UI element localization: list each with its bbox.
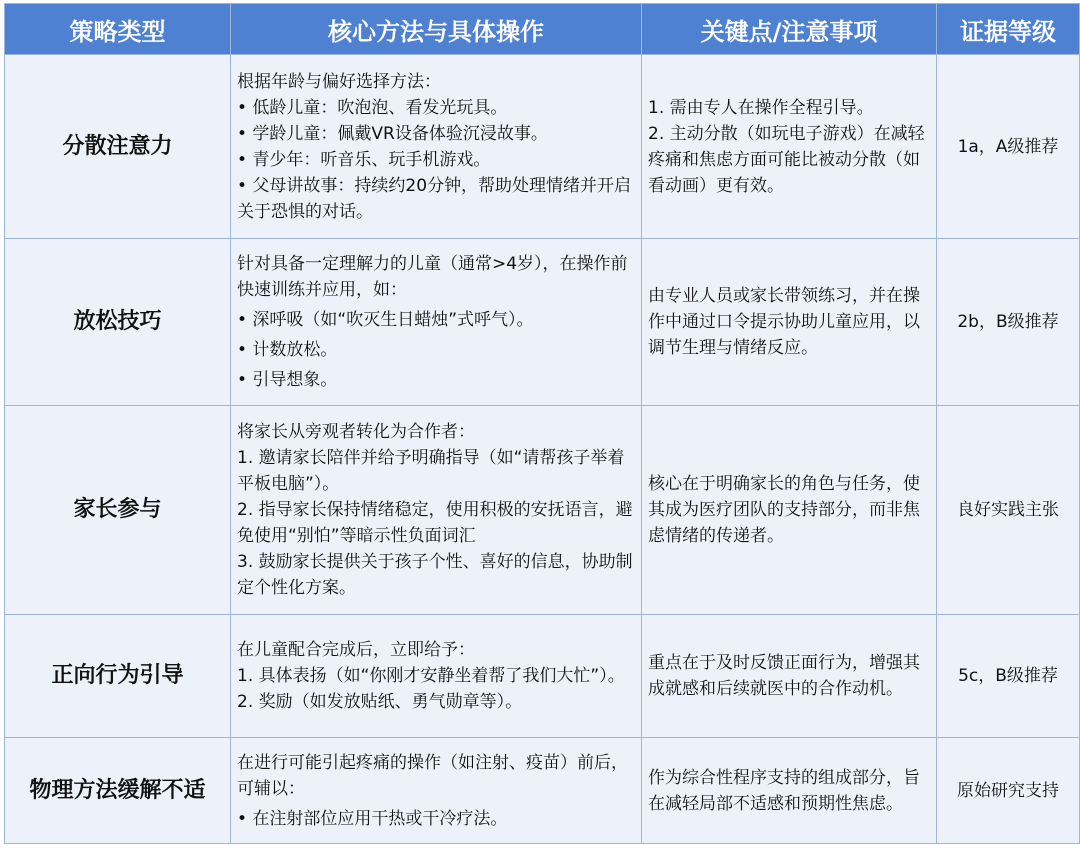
method-cell bbox=[231, 615, 642, 738]
header-evidence-level: 证据等级 bbox=[937, 4, 1080, 55]
table-row bbox=[5, 738, 1080, 844]
method-line: • 计数放松。 bbox=[237, 340, 338, 360]
method-line: 2. 指导家长保持情绪稳定，使用积极的安抚语言，避免使用“别怕”等暗示性负面词汇 bbox=[237, 500, 633, 546]
method-line: 1. 邀请家长陪伴并给予明确指导（如“请帮孩子举着平板电脑”）。 bbox=[237, 448, 625, 494]
evidence-level-cell: 5c，B级推荐 bbox=[937, 615, 1080, 738]
notes-line: 2. 主动分散（如玩电子游戏）在减轻疼痛和焦虑方面可能比被动分散（如看动画）更有效。 bbox=[648, 123, 925, 196]
notes-cell bbox=[642, 738, 937, 844]
strategy-type-cell: 正向行为引导 bbox=[5, 615, 231, 738]
method-line: 在儿童配合完成后，立即给予： bbox=[237, 640, 475, 660]
strategy-type-cell: 放松技巧 bbox=[5, 239, 231, 406]
table-header-row bbox=[5, 4, 1080, 55]
strategy-type-cell: 分散注意力 bbox=[5, 55, 231, 239]
method-cell bbox=[231, 239, 642, 406]
method-line: 3. 鼓励家长提供关于孩子个性、喜好的信息，协助制定个性化方案。 bbox=[237, 552, 633, 598]
header-strategy-type: 策略类型 bbox=[5, 4, 231, 55]
method-line: 根据年龄与偏好选择方法： bbox=[237, 71, 441, 92]
notes-cell bbox=[642, 615, 937, 738]
strategy-type-cell: 物理方法缓解不适 bbox=[5, 738, 231, 844]
notes-line: 由专业人员或家长带领练习，并在操作中通过口令提示协助儿童应用，以调节生理与情绪反应。 bbox=[648, 286, 920, 358]
notes-line: 核心在于明确家长的角色与任务，使其成为医疗团队的支持部分，而非焦虑情绪的传递者。 bbox=[648, 474, 920, 546]
table-row bbox=[5, 406, 1080, 615]
method-line: 针对具备一定理解力的儿童（通常>4岁），在操作前快速训练并应用，如： bbox=[237, 254, 628, 300]
evidence-level-cell: 1a，A级推荐 bbox=[937, 55, 1080, 239]
table-row bbox=[5, 55, 1080, 239]
method-line: • 父母讲故事：持续约20分钟，帮助处理情绪并开启关于恐惧的对话。 bbox=[237, 175, 632, 222]
method-line: 2. 奖励（如发放贴纸、勇气勋章等）。 bbox=[237, 692, 523, 712]
method-line: • 深呼吸（如“吹灭生日蜡烛”式呼气）。 bbox=[237, 310, 534, 330]
method-line: • 在注射部位应用干热或干冷疗法。 bbox=[237, 808, 508, 829]
evidence-table bbox=[4, 3, 1080, 844]
method-cell bbox=[231, 55, 642, 239]
method-line: • 低龄儿童：吹泡泡、看发光玩具。 bbox=[237, 97, 508, 118]
method-line: 1. 具体表扬（如“你刚才安静坐着帮了我们大忙”）。 bbox=[237, 666, 625, 686]
notes-cell bbox=[642, 239, 937, 406]
header-notes: 关键点/注意事项 bbox=[642, 4, 937, 55]
evidence-level-cell: 原始研究支持 bbox=[937, 738, 1080, 844]
notes-line: 重点在于及时反馈正面行为，增强其成就感和后续就医中的合作动机。 bbox=[648, 653, 920, 699]
notes-line: 作为综合性程序支持的组成部分，旨在减轻局部不适感和预期性焦虑。 bbox=[648, 767, 920, 814]
method-line: • 学龄儿童：佩戴VR设备体验沉浸故事。 bbox=[237, 123, 548, 144]
evidence-level-cell: 良好实践主张 bbox=[937, 406, 1080, 615]
evidence-level-cell: 2b，B级推荐 bbox=[937, 239, 1080, 406]
method-line: 在进行可能引起疼痛的操作（如注射、疫苗）前后，可辅以： bbox=[237, 752, 628, 799]
notes-cell bbox=[642, 406, 937, 615]
method-cell bbox=[231, 738, 642, 844]
method-line: • 引导想象。 bbox=[237, 370, 338, 390]
method-line: • 青少年：听音乐、玩手机游戏。 bbox=[237, 149, 491, 170]
table-row bbox=[5, 239, 1080, 406]
notes-line: 1. 需由专人在操作全程引导。 bbox=[648, 97, 874, 118]
notes-cell bbox=[642, 55, 937, 239]
strategy-type-cell: 家长参与 bbox=[5, 406, 231, 615]
method-cell bbox=[231, 406, 642, 615]
table-row bbox=[5, 615, 1080, 738]
header-method: 核心方法与具体操作 bbox=[231, 4, 642, 55]
method-line: 将家长从旁观者转化为合作者： bbox=[237, 422, 475, 442]
